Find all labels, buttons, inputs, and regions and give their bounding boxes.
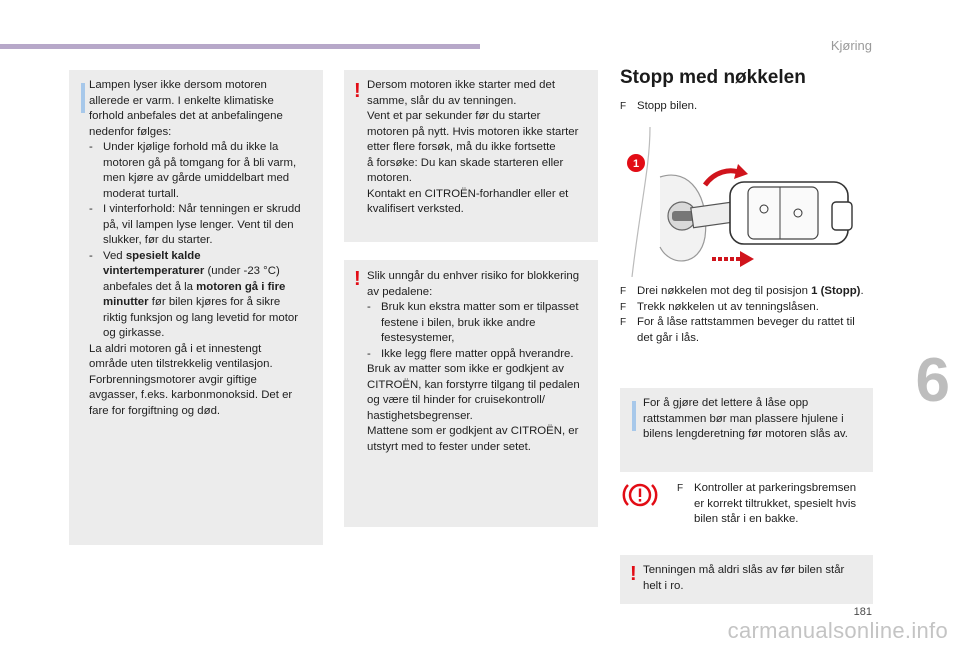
text-line: avgasser, f.eks. karbonmonoksid. Det er (89, 389, 293, 401)
list-item: - Bruk kun ekstra matter som er tilpasset festene i bilen, bruk ikke andre festesystemer, (367, 301, 579, 344)
step-stop-car: F Stopp bilen. (620, 99, 872, 115)
info-box-steering-lock: For å gjøre det lettere å låse opp rattstammen bør man plassere hjulene i bilens lengderetning før motoren slås av. (620, 388, 873, 472)
text-line: forhold anbefales det at anbefalingene (89, 110, 283, 122)
warning-box-engine-not-starting: ! Dersom motoren ikke starter med det samme, slår du av tenningen. Vent et par sekunder før du starter motoren på nytt. Hvis motoren ikke starter etter flere forsøk, må du ikke fortsette å forsøke: Du kan skade starteren eller motoren. Kontakt en CITROËN-forhandler eller et kvalifisert verksted. (344, 70, 598, 242)
check-icon: F (677, 483, 684, 494)
watermark: carmanualsonline.info (727, 618, 948, 643)
warning-icon: ! (354, 268, 361, 290)
parking-brake-note: F Kontroller at parkeringsbremsen er korrekt tiltrukket, spesielt hvis bilen står i en bakke. (677, 482, 857, 525)
warning-icon: ! (354, 80, 361, 102)
info-box-engine-warmup (69, 70, 323, 545)
stop-steps: F Drei nøkkelen mot deg til posisjon 1 (Stopp). F Trekk nøkkelen ut av tenningslåsen. F For å låse rattstammen beveger du rattet til det går i lås. (620, 285, 864, 344)
list-item: - Under kjølige forhold må du ikke la motoren gå på tomgang for å bli varm, men kjøre av gårde umiddelbart med moderat turtall. (89, 141, 297, 200)
callout-1: 1 (632, 158, 640, 170)
list-item: - Ved spesielt kalde vintertemperaturer (under -23 °C) anbefales det å la motoren gå i fire minutter før bilen kjøres for å sikre riktig funksjon og lang levetid for motor og girkasse. (89, 249, 299, 339)
text-line: fare for forgiftning og død. (89, 404, 221, 417)
page-number: 181 (853, 606, 872, 618)
text-line: allerede er varm. I enkelte klimatiske (89, 94, 274, 107)
check-icon: F (620, 286, 627, 297)
text-line: La aldri motoren gå i et innestengt (89, 342, 262, 355)
parking-brake-icon (620, 475, 660, 515)
check-icon: F (620, 101, 627, 112)
text-line: nedenfor følges: (89, 125, 172, 138)
section-title: Stopp med nøkkelen (620, 67, 806, 88)
check-icon: F (620, 317, 627, 328)
warning-box-ignition-off: ! Tenningen må aldri slås av før bilen står helt i ro. (620, 555, 873, 604)
warning-icon: ! (630, 563, 637, 585)
text-line: område uten tilstrekkelig ventilasjon. (89, 358, 273, 370)
list-item: - Ikke legg flere matter oppå hverandre. (367, 347, 574, 360)
chapter-number: 6 (915, 346, 950, 415)
text-line: Forbrenningsmotorer avgir giftige (89, 373, 257, 386)
check-icon: F (620, 301, 627, 313)
info-icon (632, 401, 636, 431)
info-icon (81, 83, 85, 113)
text-line: Lampen lyser ikke dersom motoren (89, 79, 267, 91)
header-accent-bar (0, 44, 480, 49)
list-item: - I vinterforhold: Når tenningen er skrudd på, vil lampen lyse lenger. Vent til den slukker, før du starter. (89, 203, 301, 246)
warning-box-floor-mats: ! Slik unngår du enhver risiko for blokkering av pedalene: - Bruk kun ekstra matter som er tilpasset festene i bilen, bruk ikke andre festesystemer, - Ikke legg flere matter oppå hverandre. Bruk av matter som ikke er godkjent av CITROËN, kan forstyrre tilgang til pedalen og være til hinder for cruisekontroll/ hastighetsbegrenser. Mattene som er godkjent av CITROËN, er utstyrt med to fester under setet. (344, 260, 598, 527)
key-ignition-illustration (620, 127, 872, 277)
chapter-title: Kjøring (830, 38, 872, 53)
